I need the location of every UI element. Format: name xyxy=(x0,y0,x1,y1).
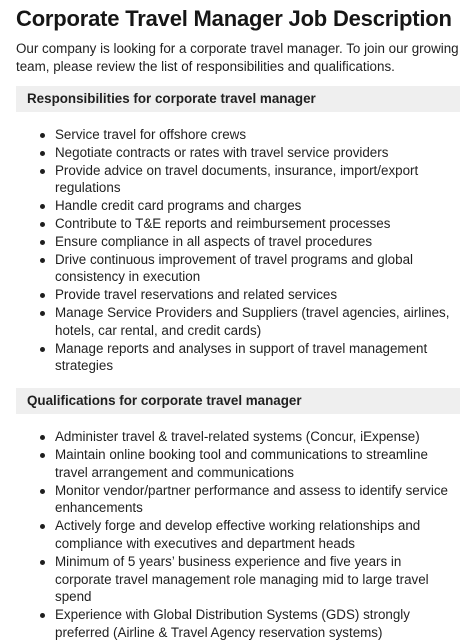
list-item-text: Service travel for offshore crews xyxy=(55,127,247,142)
bullet-icon xyxy=(40,524,45,529)
list-item xyxy=(40,428,460,446)
bullet-icon xyxy=(40,311,45,316)
list-item xyxy=(40,606,460,642)
list-item-text: Provide advice on travel documents, insurance, import/export regulations xyxy=(55,162,419,196)
list-item-text: Negotiate contracts or rates with travel service providers xyxy=(55,144,389,160)
list-item xyxy=(40,517,460,553)
list-item xyxy=(40,340,460,376)
bullet-icon xyxy=(40,293,45,298)
bullet-icon xyxy=(40,560,45,565)
list-item-text: Manage reports and analyses in support of travel management strategies xyxy=(55,340,428,374)
list-item-text: Actively forge and develop effective working relationships and compliance with executives and department heads xyxy=(55,518,421,551)
bullet-icon xyxy=(40,204,45,209)
bullet-icon xyxy=(40,613,45,618)
list-item xyxy=(40,446,460,482)
bullet-icon xyxy=(40,258,45,263)
list-item xyxy=(40,215,460,233)
bullet-icon xyxy=(40,169,45,174)
bullet-icon xyxy=(40,133,45,138)
list-item xyxy=(40,233,460,251)
bullet-icon xyxy=(40,240,45,245)
bullet-icon xyxy=(40,489,45,494)
list-item xyxy=(40,482,460,518)
list-item-text: Experience with Global Distribution Systems (GDS) strongly preferred (Airline & Travel Agency reservation systems) xyxy=(55,607,410,640)
list-item-text: Monitor vendor/partner performance and assess to identify service enhancements xyxy=(55,482,448,516)
intro-paragraph: Our company is looking for a corporate travel manager. To join our growing team, please review the list of responsibilities and qualifications. xyxy=(16,41,459,74)
list-item-text: Contribute to T&E reports and reimbursement processes xyxy=(55,215,391,231)
qualifications-list xyxy=(16,428,460,642)
responsibilities-list xyxy=(16,126,460,375)
list-item-text: Manage Service Providers and Suppliers (travel agencies, airlines, hotels, car rental, and credit cards) xyxy=(55,304,450,338)
bullet-icon xyxy=(40,453,45,458)
bullet-icon xyxy=(40,222,45,227)
list-item-text: Provide travel reservations and related services xyxy=(55,287,338,303)
list-item xyxy=(40,126,460,144)
responsibilities-heading: Responsibilities for corporate travel manager xyxy=(16,86,460,112)
list-item xyxy=(40,197,460,215)
list-item xyxy=(40,286,460,304)
bullet-icon xyxy=(40,435,45,440)
list-item xyxy=(40,251,460,287)
list-item-text: Minimum of 5 years’ business experience and five years in corporate travel management role managing mid to large travel spend xyxy=(55,553,429,605)
qualifications-heading: Qualifications for corporate travel manager xyxy=(16,388,460,414)
list-item-text: Maintain online booking tool and communications to streamline travel arrangement and communications xyxy=(55,446,428,480)
list-item xyxy=(40,553,460,606)
list-item xyxy=(40,162,460,198)
bullet-icon xyxy=(40,347,45,352)
list-item xyxy=(40,144,460,162)
bullet-icon xyxy=(40,151,45,156)
list-item-text: Administer travel & travel-related systems (Concur, iExpense) xyxy=(55,429,420,445)
list-item-text: Handle credit card programs and charges xyxy=(55,198,302,214)
list-item xyxy=(40,304,460,340)
list-item-text: Ensure compliance in all aspects of travel procedures xyxy=(55,233,373,249)
page-title: Corporate Travel Manager Job Description xyxy=(16,6,452,31)
list-item-text: Drive continuous improvement of travel programs and global consistency in execution xyxy=(55,251,414,285)
